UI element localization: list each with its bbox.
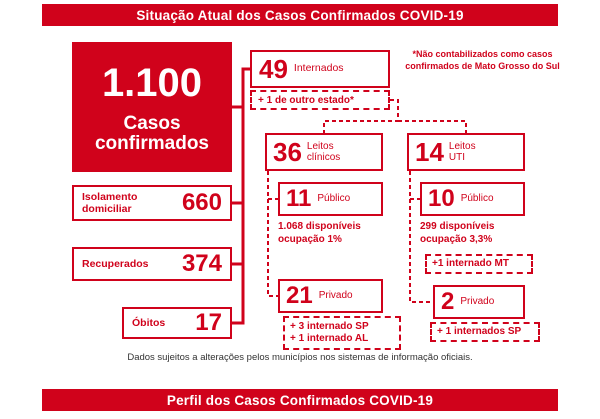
- internados-value: 49: [259, 54, 288, 84]
- obitos-value: 17: [195, 309, 222, 336]
- obitos-box: [122, 307, 232, 339]
- leitos-clinicos-publico-detail-line1: 1.068 disponíveis: [278, 221, 361, 232]
- leitos-uti-label-line1: Leitos: [448, 141, 476, 152]
- leitos-clinicos-box: [265, 133, 383, 171]
- leitos-clinicos-privado-extra-line2: + 1 internado AL: [290, 333, 369, 344]
- leitos-uti-privado-value: 2: [441, 288, 455, 315]
- total-cases-label: [95, 114, 209, 154]
- isolamento-label-line1: Isolamento: [82, 190, 138, 203]
- leitos-clinicos-privado-box: [278, 279, 383, 313]
- total-cases-label-line1: Casos: [123, 112, 181, 134]
- footer-title: Perfil dos Casos Confirmados COVID-19: [166, 392, 434, 408]
- leitos-uti-publico-extra-box: [425, 254, 533, 274]
- obitos-label: Óbitos: [132, 316, 166, 329]
- leitos-uti-publico-value: 10: [428, 185, 455, 212]
- leitos-clinicos-label-line1: Leitos: [306, 141, 334, 152]
- internados-label: Internados: [293, 62, 344, 75]
- leitos-clinicos-publico-value: 11: [286, 185, 312, 212]
- isolamento-domiciliar-box: [72, 185, 232, 221]
- leitos-uti-publico-detail-line2: ocupação 3,3%: [420, 234, 493, 245]
- leitos-clinicos-publico-detail-line2: ocupação 1%: [278, 234, 342, 245]
- leitos-uti-publico-detail: [420, 220, 535, 246]
- recuperados-value: 374: [181, 250, 222, 277]
- leitos-clinicos-publico-box: [278, 182, 383, 216]
- leitos-uti-label-line2: UTI: [448, 152, 466, 163]
- internados-extra-text: + 1 de outro estado*: [258, 94, 354, 106]
- leitos-clinicos-label-line2: clínicos: [306, 152, 341, 163]
- recuperados-box: [72, 247, 232, 281]
- leitos-clinicos-privado-extra-box: [283, 316, 401, 350]
- internados-extra-box: [250, 90, 390, 110]
- leitos-uti-publico-extra-text: +1 internado MT: [432, 257, 509, 269]
- leitos-clinicos-value: 36: [273, 137, 302, 167]
- leitos-uti-value: 14: [415, 137, 444, 167]
- leitos-clinicos-publico-label: Público: [317, 192, 351, 204]
- internados-box: [250, 50, 390, 88]
- isolamento-label-line2: domiciliar: [82, 203, 132, 215]
- isolamento-value: 660: [181, 189, 222, 216]
- total-cases-block: [72, 42, 232, 172]
- leitos-clinicos-privado-label: Privado: [318, 289, 353, 301]
- leitos-uti-publico-box: [420, 182, 525, 216]
- leitos-clinicos-privado-value: 21: [286, 282, 313, 309]
- leitos-clinicos-publico-detail: [278, 220, 393, 246]
- total-cases-number: 1.100: [101, 60, 203, 105]
- total-cases-label-line2: confirmados: [94, 132, 210, 154]
- leitos-clinicos-privado-extra-line1: + 3 internado SP: [290, 320, 369, 332]
- leitos-uti-box: [407, 133, 525, 171]
- recuperados-label: Recuperados: [82, 257, 149, 270]
- leitos-uti-publico-detail-line1: 299 disponíveis: [420, 221, 495, 232]
- leitos-uti-privado-label: Privado: [460, 295, 495, 307]
- leitos-uti-publico-label: Público: [460, 192, 494, 204]
- data-disclaimer: Dados sujeitos a alterações pelos municípios nos sistemas de informação oficiais.: [127, 352, 473, 363]
- leitos-uti-privado-extra-text: + 1 internados SP: [437, 325, 522, 337]
- leitos-uti-label: [449, 141, 476, 163]
- leitos-uti-privado-extra-box: [430, 322, 540, 342]
- footnote-asterisk-note: *Não contabilizados como casos confirmados de Mato Grosso do Sul: [405, 49, 560, 72]
- isolamento-label: [82, 191, 182, 215]
- footer-title-bar: [42, 389, 558, 411]
- leitos-clinicos-label: [307, 141, 340, 163]
- leitos-uti-privado-box: [433, 285, 525, 319]
- header-title-bar: [42, 4, 558, 26]
- header-title: Situação Atual dos Casos Confirmados COVID-19: [136, 7, 464, 23]
